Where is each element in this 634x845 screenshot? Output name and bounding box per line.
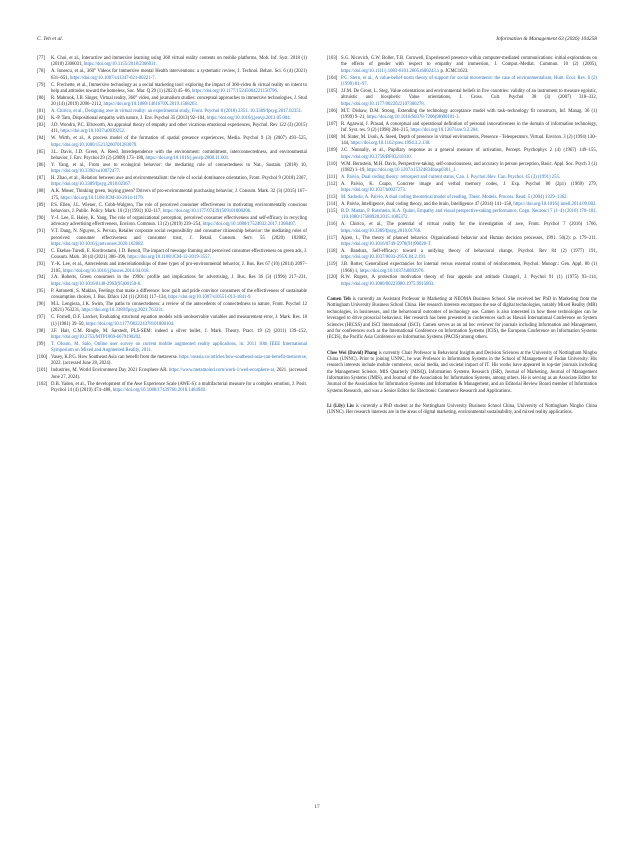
- reference-text: [51, 83, 307, 96]
- reference-body: M.L. Lengieza, J.K. Swim, The paths to connectedness: a review of the antecedents of connectedness to nature, Front. Psychol 12 (2021) 763231,: [51, 302, 307, 314]
- reference-body: P.S. Ellen, J.L. Wiener, C. Cobb-Walgren, The role of perceived consumer effectiveness in motivating environmentally conscious behaviors, J. Public. Policy. Mark. 10 (2) (1991) 102–117,: [51, 202, 307, 215]
- reference-item: [37, 382, 307, 395]
- reference-number: [104]: [327, 75, 338, 81]
- reference-item: [37, 315, 307, 328]
- reference-body: Vasey, K.P.G. How Southeast Asia can benefit from the metaverse.: [51, 355, 180, 361]
- reference-number: [108]: [327, 135, 338, 141]
- reference-number: [98]: [37, 328, 45, 334]
- reference-item: [327, 202, 597, 208]
- author-name: Camen Teh: [327, 297, 351, 303]
- reference-text: [51, 136, 307, 149]
- reference-item: [327, 148, 597, 161]
- reference-text: [51, 56, 307, 69]
- reference-link[interactable]: https://doi.org/10.1111/j.1083-6101.2005.tb00243.x: [341, 68, 440, 74]
- reference-text: [51, 216, 307, 229]
- reference-number: [111]: [327, 174, 337, 180]
- reference-link[interactable]: https://doi.org/10.1108/JCM-12-2019-3557.: [127, 255, 211, 261]
- reference-item: [37, 163, 307, 176]
- reference-item: [327, 249, 597, 262]
- reference-link[interactable]: https://doi.org/10.1016/0148-2963(95)00150-6.: [51, 281, 142, 287]
- reference-link[interactable]: https://doi.org/10.1007/s41347-021-00221-7.: [70, 75, 156, 81]
- reference-body: Industries, M. World Environment Day 2021 Ecosphere AR.: [51, 368, 170, 374]
- reference-number: [96]: [37, 302, 45, 307]
- reference-number: [101]: [37, 368, 48, 374]
- reference-link[interactable]: https://doi.org/10.3389/fpsyg.2016.01766.: [341, 228, 422, 234]
- author-bio: [327, 404, 597, 417]
- reference-item: [37, 69, 307, 82]
- reference-link[interactable]: https://doi.org/10.1016/S0378-7206(98)00101-3.: [366, 114, 460, 120]
- reference-text: [51, 342, 307, 355]
- reference-text: [51, 275, 307, 288]
- reference-text: [341, 222, 597, 235]
- reference-link[interactable]: https://doi.org/10.1080/00223980.1975.9915803.: [341, 281, 435, 287]
- reference-number: [82]: [37, 116, 45, 122]
- reference-item: [327, 236, 597, 249]
- reference-number: [106]: [327, 108, 338, 114]
- reference-item: [37, 302, 307, 315]
- reference-link[interactable]: https://doi.org/10.1177/15245004221150796.: [192, 88, 279, 94]
- reference-item: [327, 209, 597, 222]
- reference-link[interactable]: https://doi.org/10.1080/1461670X.2019.1568203.: [103, 102, 198, 108]
- reference-body: K.-P. Tam, Dispositional empathy with nature, J. Env. Psychol 35 (2013) 92–104,: [51, 116, 207, 122]
- reference-body: W. Wirth, et al., A process model of the formation of spatial presence experiences, Media. Psychol 9 (3) (2007) 493–525,: [51, 136, 307, 142]
- reference-item: [327, 222, 597, 235]
- reference-item: [37, 355, 307, 368]
- reference-link[interactable]: https://doi.org/10.1155/2018/2306031.: [83, 62, 158, 68]
- reference-text: [341, 122, 597, 135]
- reference-item: [37, 203, 307, 216]
- reference-text: [341, 56, 597, 75]
- reference-number: [99]: [37, 341, 45, 347]
- reference-item: [37, 229, 307, 248]
- reference-item: [37, 329, 307, 342]
- reference-text: [341, 109, 597, 122]
- reference-number: [93]: [37, 262, 45, 268]
- reference-number: [109]: [327, 148, 338, 154]
- reference-text: [341, 148, 597, 161]
- reference-item: [37, 262, 307, 275]
- reference-link[interactable]: https://doi.org/10.1016/j.intell.2014.09.002.: [513, 202, 597, 208]
- reference-link[interactable]: https://doi.org/10.1016/j.jenvp.2008.11.001.: [145, 155, 230, 161]
- author-bio-text: is currently an Assistant Professor in Marketing at NEOMA Business School. She received her PhD in Marketing from the Nottingham University Business School China. Her research interests encompass the use of digital technologies, notably Mixed Reality (MR) technologies, in businesses, and the behavioural outcomes of technology use. Camen is also interested in how these technologies can be leveraged to drive prosocial behaviour. Her research has been presented in conferences such as Hawaii International Conference on System Sciences (HICSS) and ISCI International (ISCI). Camen serves as an ad hoc reviewer for journals including Information and Management, and for conferences such as the International Conference on Information Systems (ICIS), the European Conference on Information Systems (ECIS), the Pacific Asia Conference on Information Systems (PACIS) among others.: [327, 297, 597, 341]
- reference-number: [87]: [37, 176, 45, 182]
- reference-body: J.A. Roberts, Green consumers in the 1990s: profile and implications for advertising, J. Bus. Res 36 (3) (1996) 217–231,: [51, 275, 307, 281]
- reference-link[interactable]: https://doi.org/10.1287/isre.9.2.204.: [410, 128, 479, 134]
- reference-text: [341, 175, 597, 181]
- reference-body: C. Ekebas-Turedi, E. Kordrostami, J.D. Benoit, The impact of message framing and perceived consumer effectiveness on green ads, J. Consum. Mark. 38 (4) (2021) 386–396,: [51, 248, 307, 261]
- reference-item: [37, 216, 307, 229]
- reference-tail: 2022. (accessed June 28, 2024).: [51, 361, 112, 367]
- running-head: [37, 36, 597, 42]
- author-name: Chee Wei (David) Phang: [327, 350, 378, 356]
- reference-text: [51, 382, 307, 395]
- reference-tail: 2021. (accessed June 27, 2024).: [51, 368, 307, 380]
- reference-number: [97]: [37, 315, 45, 321]
- reference-item: [37, 56, 307, 69]
- reference-number: [90]: [37, 215, 45, 221]
- reference-item: [327, 182, 597, 195]
- reference-number: [78]: [37, 69, 45, 75]
- reference-number: [88]: [37, 189, 45, 195]
- reference-body: V.T. Dang, N. Nguyen, S. Pervan, Retailer corporate social responsibility and consumer citizenship behavior: the mediating roles of perceived consumer effectiveness and consumer trust, J. Retail. Consum. Serv. 55 (2020) 102082,: [51, 229, 307, 241]
- reference-text: [51, 116, 307, 122]
- reference-number: [119]: [327, 262, 338, 268]
- reference-number: [112]: [327, 181, 338, 187]
- reference-text: [341, 182, 597, 195]
- author-biographies: [327, 297, 597, 417]
- reference-item: [327, 89, 597, 108]
- reference-item: [37, 136, 307, 149]
- reference-number: [86]: [37, 162, 45, 168]
- reference-number: [113]: [327, 195, 338, 201]
- reference-body: M.T. Dishaw, D.M. Strong, Extending the technology acceptance model with task–technology fit constructs, Inf. Manag. 36 (1) (1999) 9–21,: [341, 108, 597, 120]
- reference-number: [89]: [37, 202, 45, 208]
- author-bio-text: is currently Chair Professor in Behavioral Insights and Decision Sciences at the University of Nottingham Ningbo China (UNNC). Prior to joining UNNC, he was Professor in Information Systems in the School of Management of Fudan University. His research interests include mobile commerce, social media, and societal impact of IT. His works have appeared in top-tier journals including the Management Science, MIS Quarterly (MISQ), Information Systems Research (ISR), Journal of Marketing, Journal of Management Information Systems (JMIS), and Journal of the Association for Information Systems, among others. He is serving as an Associate Editor for Journal of the Association for Information Systems and Information & Management, and an Editorial Review Board member of Information Systems Research, and was a Senior Editor for Electronic Commerce Research and Applications.: [327, 350, 597, 394]
- reference-body: Y.-J. Lee, E. Haley, K. Yang, The role of organizational perception, perceived consumer effectiveness and self-efficacy in recycling advocacy advertising effectiveness, Environ. Commun. 13 (2) (2019) 239–254,: [51, 215, 307, 228]
- reference-item: [37, 83, 307, 96]
- reference-link[interactable]: https://doi.org/10.1037/0033-295X.84.2.191.: [341, 255, 427, 261]
- reference-text: [51, 109, 307, 115]
- reference-number: [83]: [37, 123, 45, 128]
- reference-body: Ajzen, I., The theory of planned behavior. Organizational behavior and Human decision processes, 1991. 50(2): p. 179–211.: [341, 235, 597, 241]
- reference-text: [51, 355, 307, 368]
- reference-link[interactable]: https://www.metamoind.com/work-1/wed-ecosphere-ar,: [169, 368, 276, 374]
- reference-column-left: [37, 56, 307, 395]
- reference-number: [84]: [37, 136, 45, 142]
- author-bio-text: is currently a PhD student at the Nottingham University Business School China, University of Nottingham Ningbo China (UNNC). Her research interests are in the areas of digital marketing, environmental sustainability, and mixed reality applications.: [327, 403, 598, 416]
- reference-body: C. Fornell, D.F. Larcker, Evaluating structural equation models with unobservable variables and measurement error, J. Mark. Res. 18 (1) (1981) 39–50,: [51, 315, 307, 327]
- reference-link[interactable]: https://seasia.co/articles/how-southeast-asia-can-benefit-metaverse,: [179, 355, 307, 361]
- reference-body: A. Paivio, K. Csapo, Concrete image and verbal memory codes, J. Exp. Psychol 80 (2p1) (1969) 279,: [341, 181, 597, 187]
- reference-link[interactable]: M. Sadoski, A. Paivio, A dual coding theoretical model of reading, Theor. Models. Process. Read. 5 (2004) 1329–1362.: [341, 195, 568, 201]
- reference-text: [51, 69, 307, 82]
- reference-item: [37, 150, 307, 163]
- reference-text: [341, 262, 597, 275]
- reference-text: [51, 289, 307, 302]
- reference-text: [341, 236, 597, 249]
- reference-text: [51, 315, 307, 328]
- reference-text: [51, 203, 307, 216]
- reference-text: [341, 89, 597, 108]
- reference-number: [118]: [327, 248, 338, 254]
- reference-body: D.B. Yaden, et al., The development of the Awe Experience Scale (AWE-S): a multifactorial measure for a complex emotion, J. Posit. Psychol 14 (4) (2019) 474–488,: [51, 381, 307, 394]
- reference-text: [341, 202, 597, 208]
- reference-number: [107]: [327, 121, 338, 127]
- reference-number: [100]: [37, 355, 48, 361]
- reference-body: J.L. Davis, J.D. Green, A. Reed, Interdependence with the environment: commitment, interconnectedness, and environmental behavior, J. Env. Psychol 29 (2) (2009) 173–180,: [51, 149, 307, 161]
- reference-body: R. Agarwal, J. Prasad, A conceptual and operational definition of personal innovativeness in the domain of information technology, Inf. Syst. res. 9 (2) (1998) 204–215,: [341, 121, 597, 134]
- reference-item: [37, 275, 307, 288]
- reference-number: [120]: [327, 275, 338, 281]
- reference-body: C. Frechette, et al., Immersive technology as a social marketing tool: exploring the impact of 360-video & virtual reality on intent to help and attitudes toward the homeless, Soc. Mar. Q 29 (1) (2023) 45–66,: [51, 82, 307, 94]
- reference-body: A. Bandura, Self-efficacy: toward a unifying theory of behavioral change, Psychol. Rev 84 (2) (1977) 191,: [341, 248, 597, 254]
- reference-link[interactable]: A. Chirico, et al., Designing awe in virtual reality: an experimental study, Front. Psychol 8 (2018) 2351. 10.3389/fpsyg.2017.02351.: [51, 109, 303, 115]
- reference-item: [327, 122, 597, 135]
- reference-item: [37, 109, 307, 115]
- reference-item: [327, 175, 597, 181]
- reference-text: [341, 195, 597, 201]
- reference-link[interactable]: https://doi.org/10.3389/fpsyg.2018.02367.: [51, 182, 132, 188]
- reference-number: [80]: [37, 95, 45, 101]
- reference-body: W.M. Bernstein, M.H. Davis, Perspective-taking, self-consciousness, and accuracy in person perception, Basic. Appl. Soc. Psych 3 (1) (1982) 1–19,: [341, 161, 597, 173]
- reference-item: [327, 275, 597, 288]
- reference-link[interactable]: https://doi.org/10.1016/j.jbusres.2014.04.018.: [62, 268, 150, 274]
- running-head-journal: Information & Management 63 (2026) 104258: [496, 36, 597, 42]
- reference-number: [102]: [37, 381, 48, 387]
- reference-item: [327, 76, 597, 89]
- reference-body: A. Paivio, Intelligence, dual coding theory, and the brain, Intelligence 47 (2014) 141–158,: [341, 202, 514, 208]
- author-name: Li (Lily) Liu: [327, 403, 354, 409]
- reference-number: [105]: [327, 88, 338, 94]
- reference-number: [92]: [37, 248, 45, 254]
- reference-link[interactable]: https://doi.org/10.3758/BF03210310.: [341, 154, 412, 160]
- reference-list-right: [327, 56, 597, 288]
- reference-text: [51, 262, 307, 275]
- reference-link[interactable]: https://doi.org/10.1037/h0092976.: [359, 268, 425, 274]
- reference-text: [341, 76, 597, 89]
- reference-number: [110]: [327, 161, 338, 167]
- reference-number: [85]: [37, 149, 45, 155]
- reference-link[interactable]: https://doi.org/10.1177/074391569101000206.: [162, 209, 252, 215]
- reference-text: [51, 368, 307, 381]
- reference-body: K. Choi, et al., Interactive and immersive learning using 360 virtual reality contents on mobile platforms, Mob. Inf. Syst. 2018 (1) (2018) 2306031,: [51, 56, 307, 68]
- reference-body: A. Chirico, et al., The potential of virtual reality for the investigation of awe, Front. Psychol 7 (2016) 1766,: [341, 222, 597, 228]
- reference-text: [51, 150, 307, 163]
- reference-item: [327, 56, 597, 75]
- reference-text: [51, 249, 307, 262]
- reference-item: [37, 342, 307, 355]
- reference-number: [117]: [327, 235, 338, 241]
- reference-number: [79]: [37, 82, 45, 88]
- reference-item: [37, 368, 307, 381]
- reference-item: [37, 289, 307, 302]
- reference-number: [81]: [37, 109, 45, 115]
- reference-link[interactable]: https://doi.org/10.1016/0749-5978(91)90020-T.: [341, 241, 432, 247]
- page-number: 17: [314, 804, 320, 810]
- reference-body: Y.-K. Lee, et al., Antecedents and interrelationships of three types of pro-environmental behavior, J. Bus. Res 67 (10) (2014) 2097–2105,: [51, 262, 307, 274]
- reference-body: R.W. Rogers, A protection motivation theory of fear appeals and attitude Change1, J. Psychol 91 (1) (1975) 93–114,: [341, 275, 597, 281]
- reference-text: [341, 209, 597, 222]
- reference-text: [341, 135, 597, 148]
- reference-number: [91]: [37, 229, 45, 235]
- reference-item: [327, 135, 597, 148]
- reference-item: [37, 116, 307, 122]
- reference-item: [327, 262, 597, 275]
- reference-link[interactable]: B.D. Mattan, P. Rotshtein, K.A. Quinn, Empathy and visual perspective-taking performance, Cogn. Neurosci 7 (1–4) (2016) 170–181, 110.1080/17588928.2015.1085372.: [341, 209, 597, 221]
- reference-body: J.I.M. De Groot, L. Steg, Value orientations and environmental beliefs in five countries: validity of an instrument to measure egoistic, altruistic and biospheric Value orientations, J. Cross. Cult. Psychol 38 (3) (2007) 318–332,: [341, 88, 597, 101]
- reference-link[interactable]: https://doi.org/10.1162/pres.1994.3.2.130.: [350, 141, 431, 147]
- author-bio: [327, 297, 597, 341]
- running-head-authors: C. Teh et al.: [37, 36, 64, 42]
- reference-link[interactable]: T. Olsson, M. Salo, Online user survey on current mobile augmented reality applications, in: 2011 10th IEEE International Symposium on Mixed and Augmented Reality, 2011.: [51, 341, 307, 354]
- reference-number: [95]: [37, 288, 45, 294]
- reference-link[interactable]: https://doi.org/10.1016/j.jenvp.2013.05.004.: [206, 116, 291, 122]
- reference-tail: p. JCMC1023.: [439, 68, 469, 74]
- reference-text: [51, 163, 307, 176]
- reference-body: R. Mabrook, J.B. Singer, Virtual reality, 360° video, and journalism studies: conceptual approaches to immersive technologies, J. Stud 20 (14) (2019) 2096–2112,: [51, 95, 307, 108]
- reference-body: A. Ionescu, et al., 360° Videos for immersive mental Health interventions: a systematic review, J. Technol. Behav. Sci. 6 (4) (2021) 631–651,: [51, 69, 307, 81]
- reference-link[interactable]: https://doi.org/10.3389/fpsyg.2021.763231.: [81, 308, 165, 314]
- reference-text: [51, 123, 307, 136]
- reference-text: [341, 275, 597, 288]
- reference-text: [51, 189, 307, 202]
- reference-text: [51, 302, 307, 315]
- reference-link[interactable]: https://doi.org/10.1207/s15324834basp0301_1.: [366, 168, 457, 173]
- reference-number: [103]: [327, 56, 338, 61]
- reference-link[interactable]: https://doi.org/10.2753/MTP1069-6679190202.: [51, 334, 142, 340]
- reference-link[interactable]: P.C. Stern, et al., A value-belief-norm theory of support for social movements: the case of environmentalism, Hum. Ecol. Rev. 6 (2) (1999) 81–97.: [341, 75, 597, 87]
- reference-item: [327, 109, 597, 122]
- reference-text: [51, 229, 307, 248]
- reference-body: A.K. Moser, Thinking green, buying green? Drivers of pro-environmental purchasing behavior, J. Consum. Mark. 32 (3) (2015) 167–175,: [51, 189, 307, 201]
- reference-link[interactable]: https://doi.org/10.1037/h0027273.: [341, 188, 406, 194]
- author-bio: [327, 351, 597, 395]
- reference-item: [37, 123, 307, 136]
- reference-column-right: [327, 56, 597, 426]
- reference-number: [115]: [327, 209, 338, 215]
- reference-number: [114]: [327, 202, 338, 208]
- reference-link[interactable]: https://doi.org/10.1007/s10551-013-1841-9.: [168, 295, 252, 301]
- reference-item: [37, 96, 307, 109]
- reference-body: P. Antonetti, S. Maklan, Feelings that make a difference: how guilt and pride convince consumers of the effectiveness of sustainable consumption choices, J. Bus. Ethics 124 (1) (2014) 117–134,: [51, 288, 307, 301]
- reference-link[interactable]: A. Paivio, Dual coding theory: retrospect and current status, Can. J. Psychol./Rev. Can. Psychol. 45 (3) (1991) 255.: [341, 174, 561, 180]
- reference-text: [341, 162, 597, 175]
- reference-text: [51, 329, 307, 342]
- reference-item: [327, 195, 597, 201]
- reference-body: J.B. Rotter, Generalized expectancies for internal versus external control of reinforcement, Psychol. Monogr.: Gen. Appl. 80 (1) (1966) 1,: [341, 262, 597, 274]
- reference-number: [77]: [37, 56, 45, 61]
- reference-item: [327, 162, 597, 175]
- reference-number: [94]: [37, 275, 45, 281]
- reference-item: [37, 249, 307, 262]
- reference-link[interactable]: https://doi.org/10.3390/su10072477.: [51, 169, 121, 175]
- reference-link[interactable]: https://doi.org/10.1177/002224378101800104.: [85, 321, 175, 327]
- reference-text: [51, 96, 307, 109]
- reference-item: [37, 176, 307, 189]
- reference-body: S.G. Nicovich, G.W. Boller, T.B. Cornwell, Experienced presence within computer-mediated communications: initial explorations on the effects of gender with respect to empathy and immersion, J. Comput.-Mediat. Commun. 10 (2) (2005),: [341, 56, 597, 68]
- reference-link[interactable]: https://doi.org/10.1016/j.jretconser.2020.102082.: [51, 241, 145, 247]
- reference-link[interactable]: https://doi.org/10.1177/0022022107300278.: [341, 101, 425, 107]
- reference-body: J.D. Wondra, P.C. Ellsworth, An appraisal theory of empathy and other vicarious emotional experiences, Psychol. Rev 122 (3) (2015) 411,: [51, 123, 307, 135]
- reference-body: H. Zhao, et al., Relation between awe and environmentalism: the role of social dominance orientation, Front. Psychol 9 (2018) 2367,: [51, 176, 307, 182]
- reference-text: [341, 249, 597, 262]
- reference-body: M. Slater, M. Usoh, A. Steed, Depth of presence in virtual environments, Presence - Teleoperators. Virtual. Environ. 3 (2) (1994) 130–144,: [341, 135, 597, 147]
- reference-link[interactable]: https://doi.org/10.1080/17439760.2018.1484940.: [112, 388, 207, 394]
- reference-body: J.C. Nunnally, et al., Pupillary response as a general measure of activation, Percept. Psychophys 2 (4) (1967) 149–155,: [341, 148, 597, 154]
- reference-text: [51, 176, 307, 189]
- reference-item: [37, 189, 307, 202]
- reference-link[interactable]: https://doi.org/10.1080/15213260701283079.: [51, 142, 138, 148]
- reference-number: [116]: [327, 222, 338, 228]
- reference-link[interactable]: https://doi.org/10.1080/17524032.2017.1308407.: [202, 222, 297, 228]
- reference-body: Y. Yang, et al., From awe to ecological behavior: the mediating role of connectedness to Nat., Sustain. (2018) 10,: [51, 162, 307, 168]
- reference-link[interactable]: https://doi.org/10.1037/a0039252.: [60, 129, 126, 135]
- reference-body: J.F. Hair, C.M. Ringle, M. Sarstedt, PLS-SEM: indeed a silver bullet, J. Mark. Theory. Pract. 19 (2) (2011) 139–152,: [51, 328, 307, 334]
- reference-link[interactable]: https://doi.org/10.1108/JCM-10-2014-1179.: [60, 195, 144, 201]
